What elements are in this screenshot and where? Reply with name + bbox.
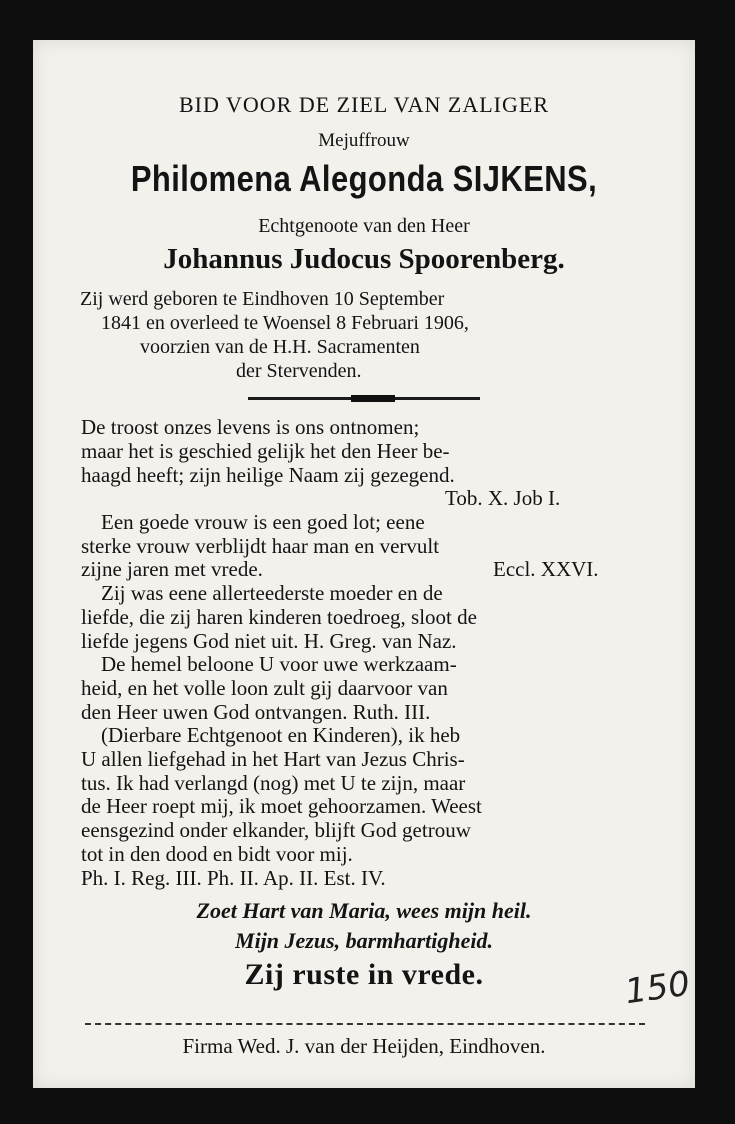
verse-line: maar het is geschied gelijk het den Heer be-: [81, 439, 450, 463]
verse-line: De hemel beloone U voor uwe werkzaam-: [101, 652, 457, 676]
spouse-name: Johannus Judocus Spoorenberg.: [163, 243, 565, 275]
reference: Tob. X. Job I.: [445, 486, 561, 510]
prayer-line: Zoet Hart van Maria, wees mijn heil.: [196, 898, 532, 923]
prayer-line: Mijn Jezus, barmhartigheid.: [235, 928, 493, 953]
verse-line: den Heer uwen God ontvangen. Ruth. III.: [81, 700, 431, 724]
verse-line: eensgezind onder elkander, blijft God getrouw: [81, 818, 471, 842]
verse-line: sterke vrouw verblijdt haar man en vervult: [81, 534, 440, 558]
honorific: Mejuffrouw: [318, 130, 410, 151]
spouse-label: Echtgenoote van den Heer: [258, 215, 470, 237]
memorial-card: [33, 40, 695, 1088]
verse-line: liefde jegens God niet uit. H. Greg. van Naz.: [81, 629, 457, 653]
verse-line: U allen liefgehad in het Hart van Jezus Chris-: [81, 747, 465, 771]
verse-line: Een goede vrouw is een goed lot; eene: [101, 510, 425, 534]
verse-line: haagd heeft; zijn heilige Naam zij gezegend.: [81, 463, 455, 487]
dashed-separator: [85, 1023, 645, 1025]
printer-credit: Firma Wed. J. van der Heijden, Eindhoven.: [182, 1034, 546, 1058]
verse-line: de Heer roept mij, ik moet gehoorzamen. Weest: [81, 794, 482, 818]
verse-line: liefde, die zij haren kinderen toedroeg, sloot de: [81, 605, 477, 629]
verse-line: tot in den dood en bidt voor mij.: [81, 842, 353, 866]
card-header: BID VOOR DE ZIEL VAN ZALIGER: [179, 92, 549, 117]
birth-line: voorzien van de H.H. Sacramenten: [140, 336, 420, 358]
birth-line: 1841 en overleed te Woensel 8 Februari 1906,: [101, 312, 469, 334]
rest-in-peace: Zij ruste in vrede.: [244, 958, 484, 991]
verse-line: zijne jaren met vrede.: [81, 557, 263, 581]
birth-line: der Stervenden.: [236, 360, 362, 382]
references-line: Ph. I. Reg. III. Ph. II. Ap. II. Est. IV.: [81, 866, 386, 890]
verse-line: De troost onzes levens is ons ontnomen;: [81, 415, 420, 439]
verse-line: heid, en het volle loon zult gij daarvoor van: [81, 676, 448, 700]
birth-line: Zij werd geboren te Eindhoven 10 September: [80, 288, 445, 310]
verse-line: tus. Ik had verlangd (nog) met U te zijn, maar: [81, 771, 466, 795]
reference: Eccl. XXVI.: [493, 557, 599, 581]
deceased-name: Philomena Alegonda SIJKENS,: [130, 158, 598, 199]
verse-line: Zij was eene allerteederste moeder en de: [101, 581, 443, 605]
handwritten-number: 150: [622, 963, 693, 1013]
verse-line: (Dierbare Echtgenoot en Kinderen), ik heb: [101, 723, 461, 747]
ornament-divider-center: [351, 395, 395, 402]
